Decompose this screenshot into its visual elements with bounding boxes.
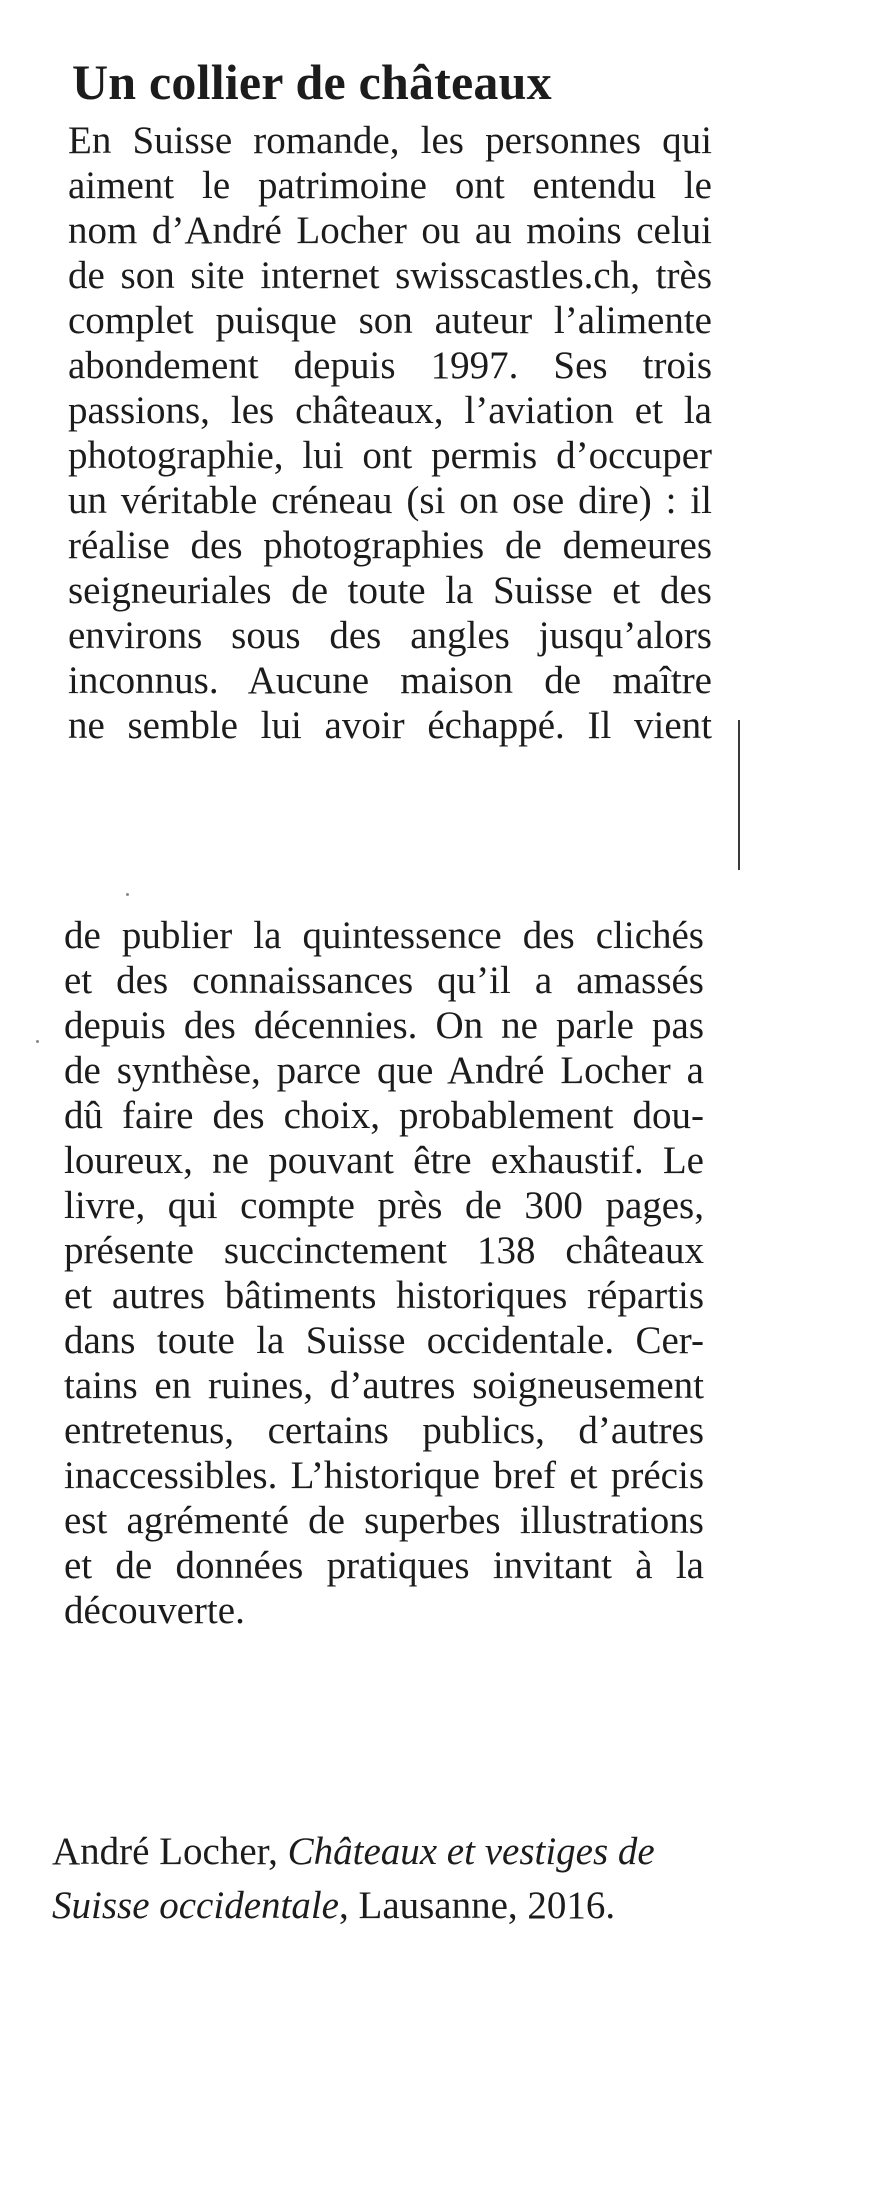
article-title: Un collier de châteaux [72,54,552,110]
text-line: réalise des photographies de demeures [68,524,712,567]
article-paragraph-2 [64,913,704,1633]
text-line: inaccessibles. L’historique bref et précis [64,1454,704,1497]
text-line: est agrémenté de superbes illustrations [64,1499,704,1542]
book-citation [52,1825,712,1933]
citation-book-title-part-1: Châteaux et vestiges de [287,1830,655,1873]
text-line: aiment le patrimoine ont entendu le [68,164,712,207]
text-line: seigneuriales de toute la Suisse et des [68,569,712,612]
text-line: dû faire des choix, probablement dou- [64,1094,704,1137]
text-line: et des connaissances qu’il a amassés [64,959,704,1002]
text-line: livre, qui compte près de 300 pages, [64,1184,704,1227]
column-rule [738,720,740,870]
text-line: loureux, ne pouvant être exhaustif. Le [64,1139,704,1182]
scan-speck [36,1040,39,1043]
text-line: et de données pratiques invitant à la [64,1544,704,1587]
text-line: de publier la quintessence des clichés [64,914,704,957]
text-line: passions, les châteaux, l’aviation et la [68,389,712,432]
text-line: nom d’André Locher ou au moins celui [68,209,712,252]
text-line: un véritable créneau (si on ose dire) : il [68,479,712,522]
text-line: environs sous des angles jusqu’alors [68,614,712,657]
text-line: de son site internet swisscastles.ch, très [68,254,712,297]
text-line: présente succinctement 138 châteaux [64,1229,704,1272]
text-line: de synthèse, parce que André Locher a [64,1049,704,1092]
article-paragraph-1 [68,118,712,748]
citation-book-title-part-2: Suisse occidentale [52,1884,339,1927]
text-line: depuis des décennies. On ne parle pas [64,1004,704,1047]
text-line: tains en ruines, d’autres soigneusement [64,1364,704,1407]
text-line: entretenus, certains publics, d’autres [64,1409,704,1452]
text-line: et autres bâtiments historiques répartis [64,1274,704,1317]
text-line: découverte. [64,1589,245,1632]
text-line: abondement depuis 1997. Ses trois [68,344,712,387]
text-line: photographie, lui ont permis d’occuper [68,434,712,477]
text-line: dans toute la Suisse occidentale. Cer- [64,1319,704,1362]
citation-line-1 [52,1825,712,1879]
text-line: ne semble lui avoir échappé. Il vient [68,704,712,747]
scan-speck [126,893,129,896]
text-line: complet puisque son auteur l’alimente [68,299,712,342]
text-line: En Suisse romande, les personnes qui [68,119,712,162]
citation-line-2 [52,1879,712,1933]
text-line: inconnus. Aucune maison de maître [68,659,712,702]
citation-author: André Locher, [52,1830,288,1873]
citation-publication: , Lausanne, 2016. [339,1884,616,1927]
